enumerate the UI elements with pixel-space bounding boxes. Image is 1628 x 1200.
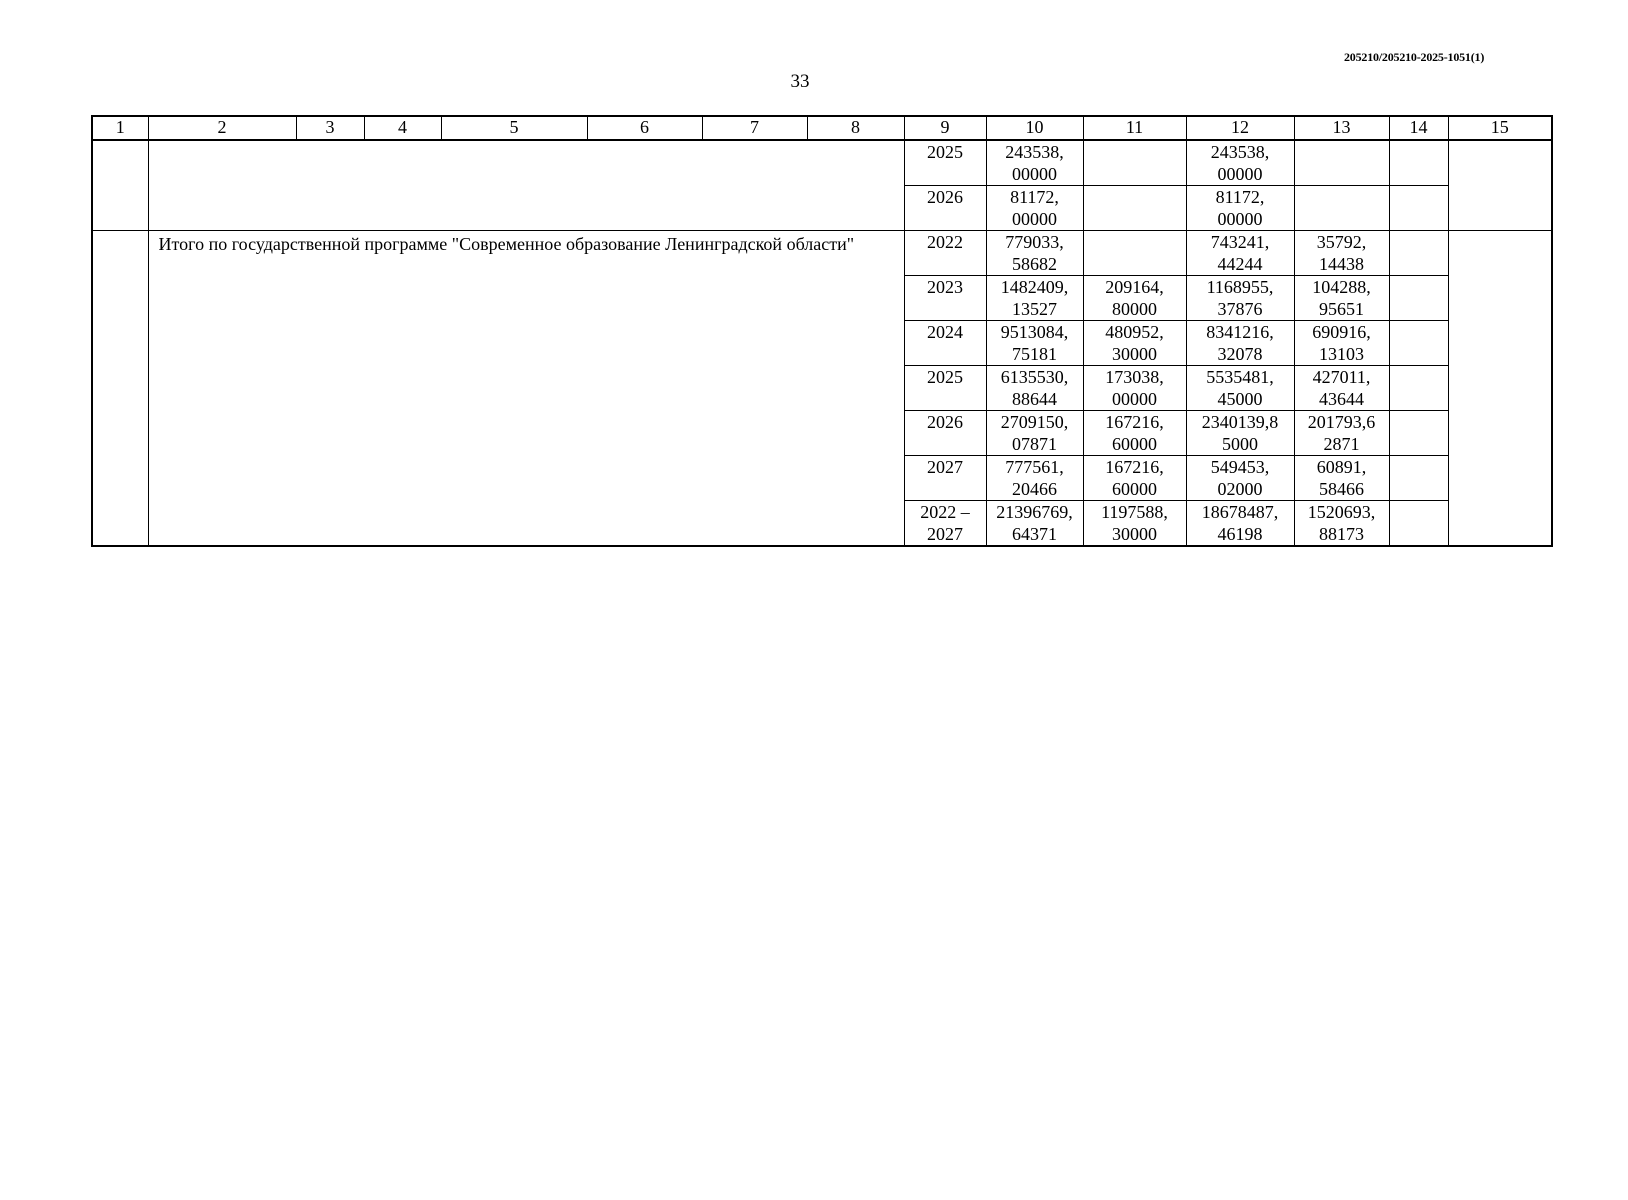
federal-amount-cell: 173038, 00000	[1083, 366, 1186, 411]
column-number: 15	[1448, 116, 1552, 140]
table-row	[92, 140, 1552, 186]
regional-amount-cell: 743241, 44244	[1186, 231, 1294, 276]
regional-amount-cell: 2340139,8 5000	[1186, 411, 1294, 456]
year-cell: 2022	[904, 231, 986, 276]
total-amount-cell: 9513084, 75181	[986, 321, 1083, 366]
federal-amount-cell	[1083, 231, 1186, 276]
year-cell: 2025	[904, 140, 986, 186]
federal-amount-cell: 1197588, 30000	[1083, 501, 1186, 547]
other-amount-cell	[1389, 501, 1448, 547]
year-cell: 2022 – 2027	[904, 501, 986, 547]
regional-amount-cell: 18678487, 46198	[1186, 501, 1294, 547]
regional-amount-cell: 8341216, 32078	[1186, 321, 1294, 366]
local-amount-cell: 35792, 14438	[1294, 231, 1389, 276]
column-number: 14	[1389, 116, 1448, 140]
column-number: 6	[587, 116, 702, 140]
year-cell: 2027	[904, 456, 986, 501]
year-cell: 2025	[904, 366, 986, 411]
year-cell: 2024	[904, 321, 986, 366]
local-amount-cell: 690916, 13103	[1294, 321, 1389, 366]
column-number: 1	[92, 116, 148, 140]
local-amount-cell: 1520693, 88173	[1294, 501, 1389, 547]
other-amount-cell	[1389, 186, 1448, 231]
regional-amount-cell: 243538, 00000	[1186, 140, 1294, 186]
table-row	[92, 231, 1552, 276]
column-number: 10	[986, 116, 1083, 140]
column-number: 3	[296, 116, 364, 140]
column-number: 8	[807, 116, 904, 140]
page-number: 33	[790, 71, 810, 92]
column-number: 9	[904, 116, 986, 140]
total-amount-cell: 21396769, 64371	[986, 501, 1083, 547]
regional-amount-cell: 5535481, 45000	[1186, 366, 1294, 411]
federal-amount-cell	[1083, 186, 1186, 231]
local-amount-cell: 427011, 43644	[1294, 366, 1389, 411]
federal-amount-cell: 167216, 60000	[1083, 456, 1186, 501]
column-number: 7	[702, 116, 807, 140]
column-15-cell	[1448, 231, 1552, 547]
local-amount-cell: 60891, 58466	[1294, 456, 1389, 501]
regional-amount-cell: 1168955, 37876	[1186, 276, 1294, 321]
other-amount-cell	[1389, 411, 1448, 456]
other-amount-cell	[1389, 231, 1448, 276]
other-amount-cell	[1389, 366, 1448, 411]
regional-amount-cell: 549453, 02000	[1186, 456, 1294, 501]
column-number: 11	[1083, 116, 1186, 140]
year-cell: 2023	[904, 276, 986, 321]
other-amount-cell	[1389, 140, 1448, 186]
table-body	[92, 116, 1552, 546]
column-15-cell	[1448, 140, 1552, 231]
budget-table	[91, 115, 1553, 547]
program-total-label: Итого по государственной программе "Современное образование Ленинградской области"	[148, 231, 904, 547]
total-amount-cell: 243538, 00000	[986, 140, 1083, 186]
local-amount-cell	[1294, 140, 1389, 186]
total-amount-cell: 777561, 20466	[986, 456, 1083, 501]
local-amount-cell: 104288, 95651	[1294, 276, 1389, 321]
row-number-cell	[92, 140, 148, 231]
document-code: 205210/205210-2025-1051(1)	[1344, 50, 1485, 64]
row-number-cell	[92, 231, 148, 547]
other-amount-cell	[1389, 276, 1448, 321]
total-amount-cell: 2709150, 07871	[986, 411, 1083, 456]
column-number: 4	[364, 116, 441, 140]
federal-amount-cell: 167216, 60000	[1083, 411, 1186, 456]
row-label-cell	[148, 140, 904, 231]
total-amount-cell: 1482409, 13527	[986, 276, 1083, 321]
federal-amount-cell: 480952, 30000	[1083, 321, 1186, 366]
total-amount-cell: 6135530, 88644	[986, 366, 1083, 411]
local-amount-cell	[1294, 186, 1389, 231]
column-number: 5	[441, 116, 587, 140]
federal-amount-cell: 209164, 80000	[1083, 276, 1186, 321]
column-number-row	[92, 116, 1552, 140]
column-number: 2	[148, 116, 296, 140]
local-amount-cell: 201793,6 2871	[1294, 411, 1389, 456]
other-amount-cell	[1389, 456, 1448, 501]
other-amount-cell	[1389, 321, 1448, 366]
column-number: 13	[1294, 116, 1389, 140]
federal-amount-cell	[1083, 140, 1186, 186]
year-cell: 2026	[904, 186, 986, 231]
column-number: 12	[1186, 116, 1294, 140]
total-amount-cell: 81172, 00000	[986, 186, 1083, 231]
total-amount-cell: 779033, 58682	[986, 231, 1083, 276]
regional-amount-cell: 81172, 00000	[1186, 186, 1294, 231]
year-cell: 2026	[904, 411, 986, 456]
